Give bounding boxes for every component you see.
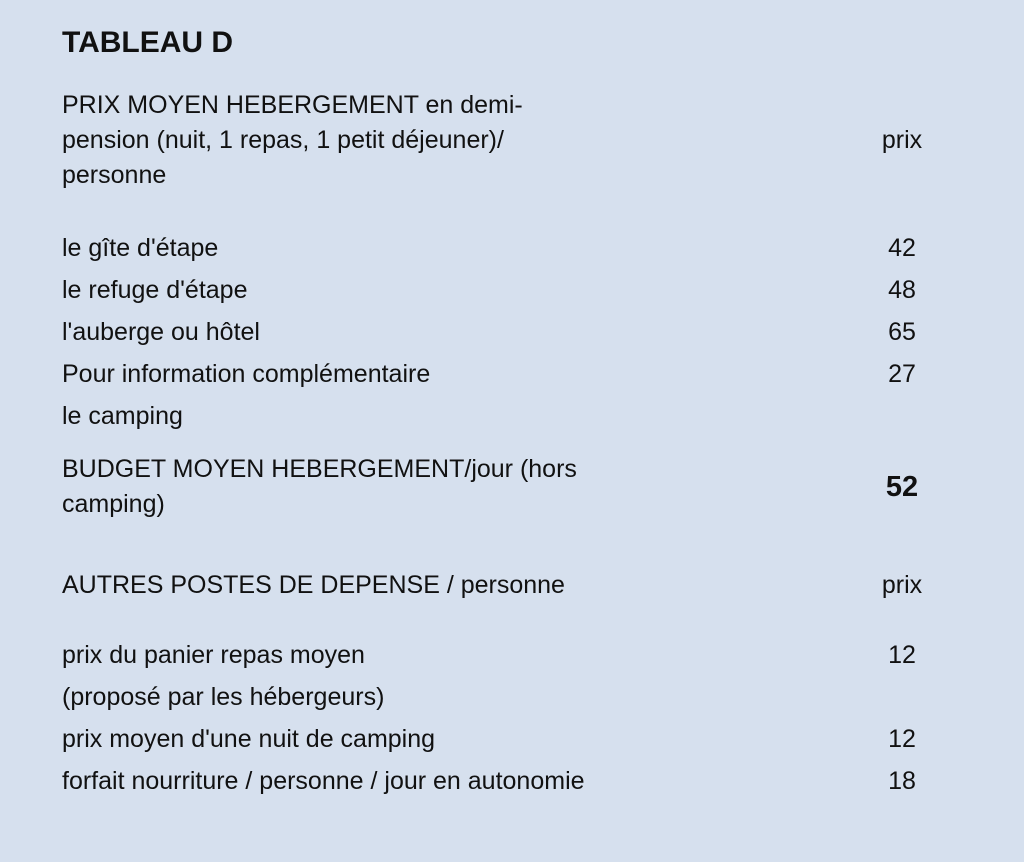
budget-label-line1: BUDGET MOYEN HEBERGEMENT/jour (hors xyxy=(62,455,577,483)
section1-header-line1: PRIX MOYEN HEBERGEMENT en demi- xyxy=(62,91,523,119)
row-label: (proposé par les hébergeurs) xyxy=(62,683,385,711)
table-row xyxy=(62,680,942,715)
section2-column-header: prix xyxy=(881,571,923,599)
row-label: Pour information complémentaire xyxy=(62,360,431,388)
row-label: le gîte d'étape xyxy=(62,234,219,262)
row-label: l'auberge ou hôtel xyxy=(62,318,260,346)
page-title: TABLEAU D xyxy=(62,26,234,59)
section1-header-line2: pension (nuit, 1 repas, 1 petit déjeuner)/ xyxy=(62,126,504,154)
table-row xyxy=(62,357,942,392)
budget-label-line2: camping) xyxy=(62,490,165,518)
row-label: forfait nourriture / personne / jour en autonomie xyxy=(62,767,585,795)
section2-header xyxy=(62,568,942,603)
row-label: prix du panier repas moyen xyxy=(62,641,365,669)
row-label: prix moyen d'une nuit de camping xyxy=(62,725,436,753)
row-label: le camping xyxy=(62,402,183,430)
section2-header-label: AUTRES POSTES DE DEPENSE / personne xyxy=(62,571,565,599)
budget-value: 52 xyxy=(885,471,919,503)
table-row xyxy=(62,638,942,673)
section1-header xyxy=(62,88,942,198)
table-row xyxy=(62,231,942,266)
row-value: 12 xyxy=(888,641,916,669)
table-row xyxy=(62,399,942,434)
row-value: 42 xyxy=(888,234,916,262)
table-row xyxy=(62,722,942,757)
table-row xyxy=(62,315,942,350)
row-value: 12 xyxy=(888,725,916,753)
row-label: le refuge d'étape xyxy=(62,276,248,304)
budget-row xyxy=(62,452,942,524)
row-value: 65 xyxy=(888,318,916,346)
table-row xyxy=(62,764,942,799)
table-row xyxy=(62,273,942,308)
section1-header-line3: personne xyxy=(62,161,167,189)
row-value: 18 xyxy=(888,767,916,795)
row-value: 48 xyxy=(888,276,916,304)
section1-column-header: prix xyxy=(881,126,923,154)
row-value: 27 xyxy=(888,360,916,388)
